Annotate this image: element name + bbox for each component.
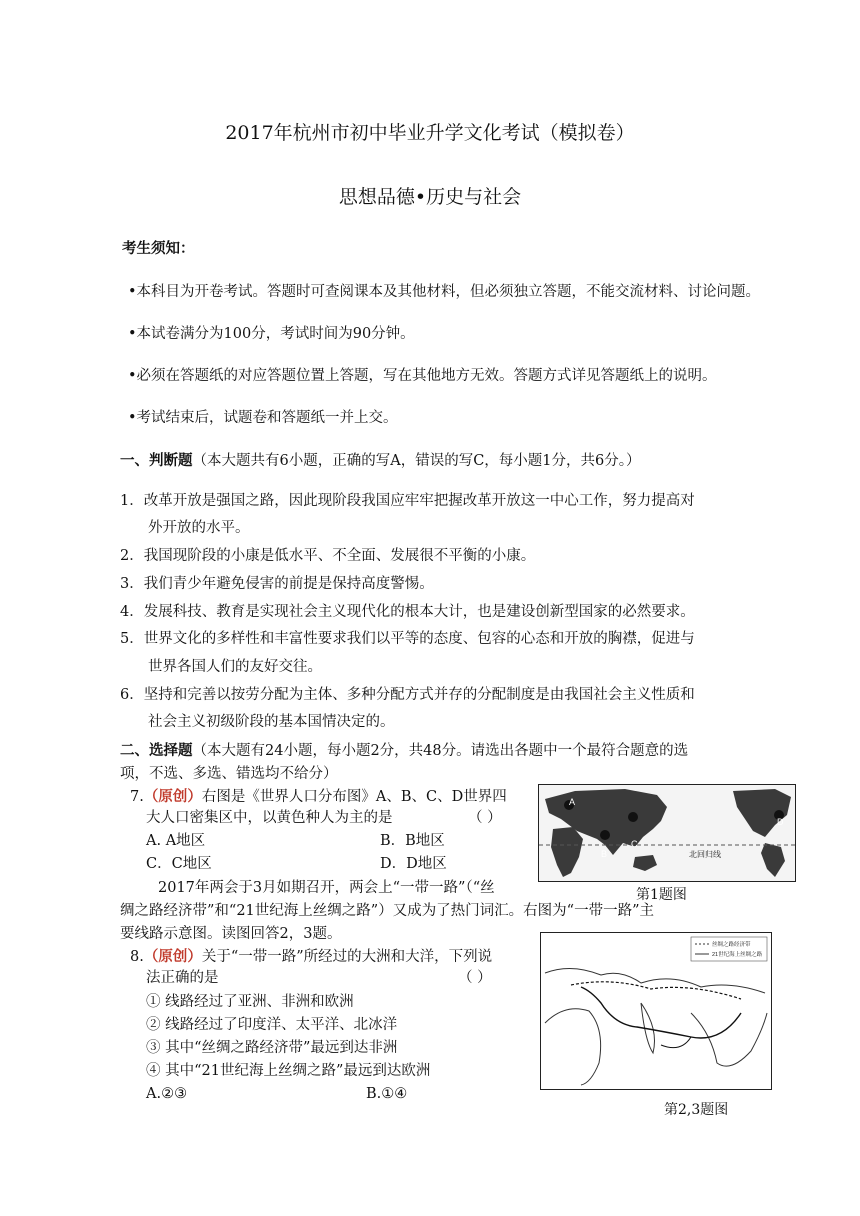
question-5-line2: 世界各国人们的友好交往。 <box>148 659 322 675</box>
section1-note: （本大题共有6小题，正确的写A，错误的写C，每小题1分，共6分。） <box>192 453 641 469</box>
question-4: 4．发展科技、教育是实现社会主义现代化的根本大计，也是建设创新型国家的必然要求。 <box>120 604 695 620</box>
question-2: 2．我国现阶段的小康是低水平、不全面、发展很不平衡的小康。 <box>120 548 536 564</box>
legend-maritime-road: 21世纪海上丝绸之路 <box>712 952 763 958</box>
option-a: A.②③ <box>146 1086 188 1102</box>
question-7-line1 <box>130 787 507 807</box>
exam-title: 2017年杭州市初中毕业升学文化考试（模拟卷） <box>225 122 635 144</box>
question-8-text: 关于“一带一路”所经过的大洲和大洋，下列说 <box>201 949 493 965</box>
question-7-text: 右图是《世界人口分布图》A、B、C、D世界四 <box>201 789 507 805</box>
passage-line1: 2017年两会于3月如期召开，两会上“一带一路”（“丝 <box>158 880 495 896</box>
region-c-label: C <box>631 839 638 849</box>
option-b: B.①④ <box>366 1086 408 1102</box>
option-d: D．D地区 <box>380 856 447 872</box>
section2-label: 二、选择题 <box>120 742 193 759</box>
answer-paren: （ ） <box>458 970 492 986</box>
section2-note-line2: 项，不选、多选、错选均不给分） <box>120 766 338 782</box>
passage-line3: 要线路示意图。读图回答2，3题。 <box>120 926 342 942</box>
original-tag: （原创） <box>143 788 202 805</box>
region-a-label: A <box>569 797 576 807</box>
section2-note: （本大题有24小题，每小题2分，共48分。请选出各题中一个最符合题意的选 <box>192 743 689 759</box>
question-8-number: 8. <box>130 949 144 965</box>
section2-header <box>120 741 688 761</box>
exam-subtitle: 思想品德•历史与社会 <box>338 186 522 208</box>
world-map-graphic <box>539 785 795 881</box>
original-tag: （原创） <box>143 948 202 965</box>
question-5-line1: 5．世界文化的多样性和丰富性要求我们以平等的态度、包容的心态和开放的胸襟，促进与 <box>120 631 695 647</box>
section1-label: 一、判断题 <box>120 452 193 469</box>
question-1-line2: 外开放的水平。 <box>148 520 250 536</box>
question-6-line1: 6．坚持和完善以按劳分配为主体、多种分配方式并存的分配制度是由我国社会主义性质和 <box>120 687 695 703</box>
section1-header <box>120 451 641 471</box>
option-c: C．C地区 <box>146 856 212 872</box>
region-b-label: B <box>601 849 608 859</box>
region-d-label: D <box>777 817 784 827</box>
notice-item: •必须在答题纸的对应答题位置上答题，写在其他地方无效。答题方式详见答题纸上的说明。 <box>128 368 717 384</box>
notice-item: •本试卷满分为100分，考试时间为90分钟。 <box>128 326 415 342</box>
answer-paren: （ ） <box>468 810 502 826</box>
notice-item: •本科目为开卷考试。答题时可查阅课本及其他材料，但必须独立答题，不能交流材料、讨论问题。 <box>128 284 761 300</box>
question-3: 3．我们青少年避免侵害的前提是保持高度警惕。 <box>120 576 434 592</box>
question-1-line1: 1．改革开放是强国之路，因此现阶段我国应牢牢把握改革开放这一中心工作，努力提高对 <box>120 493 695 509</box>
statement-1: ① 线路经过了亚洲、非洲和欧洲 <box>146 994 354 1010</box>
tropic-line-label: 北回归线 <box>689 850 721 859</box>
question-8-line2: 法正确的是 <box>146 970 219 986</box>
option-a: A. A地区 <box>146 833 206 849</box>
statement-3: ③ 其中“丝绸之路经济带”最远到达非洲 <box>146 1040 398 1056</box>
question-8-line1 <box>130 947 492 967</box>
legend-silk-road: 丝绸之路经济带 <box>712 942 751 948</box>
figure-1-caption: 第1题图 <box>636 887 687 903</box>
notice-item: •考试结束后，试题卷和答题纸一并上交。 <box>128 410 398 426</box>
question-6-line2: 社会主义初级阶段的基本国情决定的。 <box>148 714 395 730</box>
world-population-map <box>538 784 796 882</box>
statement-2: ② 线路经过了印度洋、太平洋、北冰洋 <box>146 1017 398 1033</box>
notice-heading: 考生须知： <box>122 240 195 257</box>
belt-road-map-graphic <box>541 933 771 1089</box>
statement-4: ④ 其中“21世纪海上丝绸之路”最远到达欧洲 <box>146 1063 431 1079</box>
option-b: B．B地区 <box>380 833 445 849</box>
question-7-line2: 大人口密集区中，以黄色种人为主的是 <box>146 810 393 826</box>
question-7-number: 7. <box>130 789 144 805</box>
belt-and-road-map <box>540 932 772 1090</box>
figure-2-caption: 第2,3题图 <box>664 1102 729 1118</box>
passage-line2: 绸之路经济带”和“21世纪海上丝绸之路”）又成为了热门词汇。右图为“一带一路”主 <box>120 903 655 919</box>
